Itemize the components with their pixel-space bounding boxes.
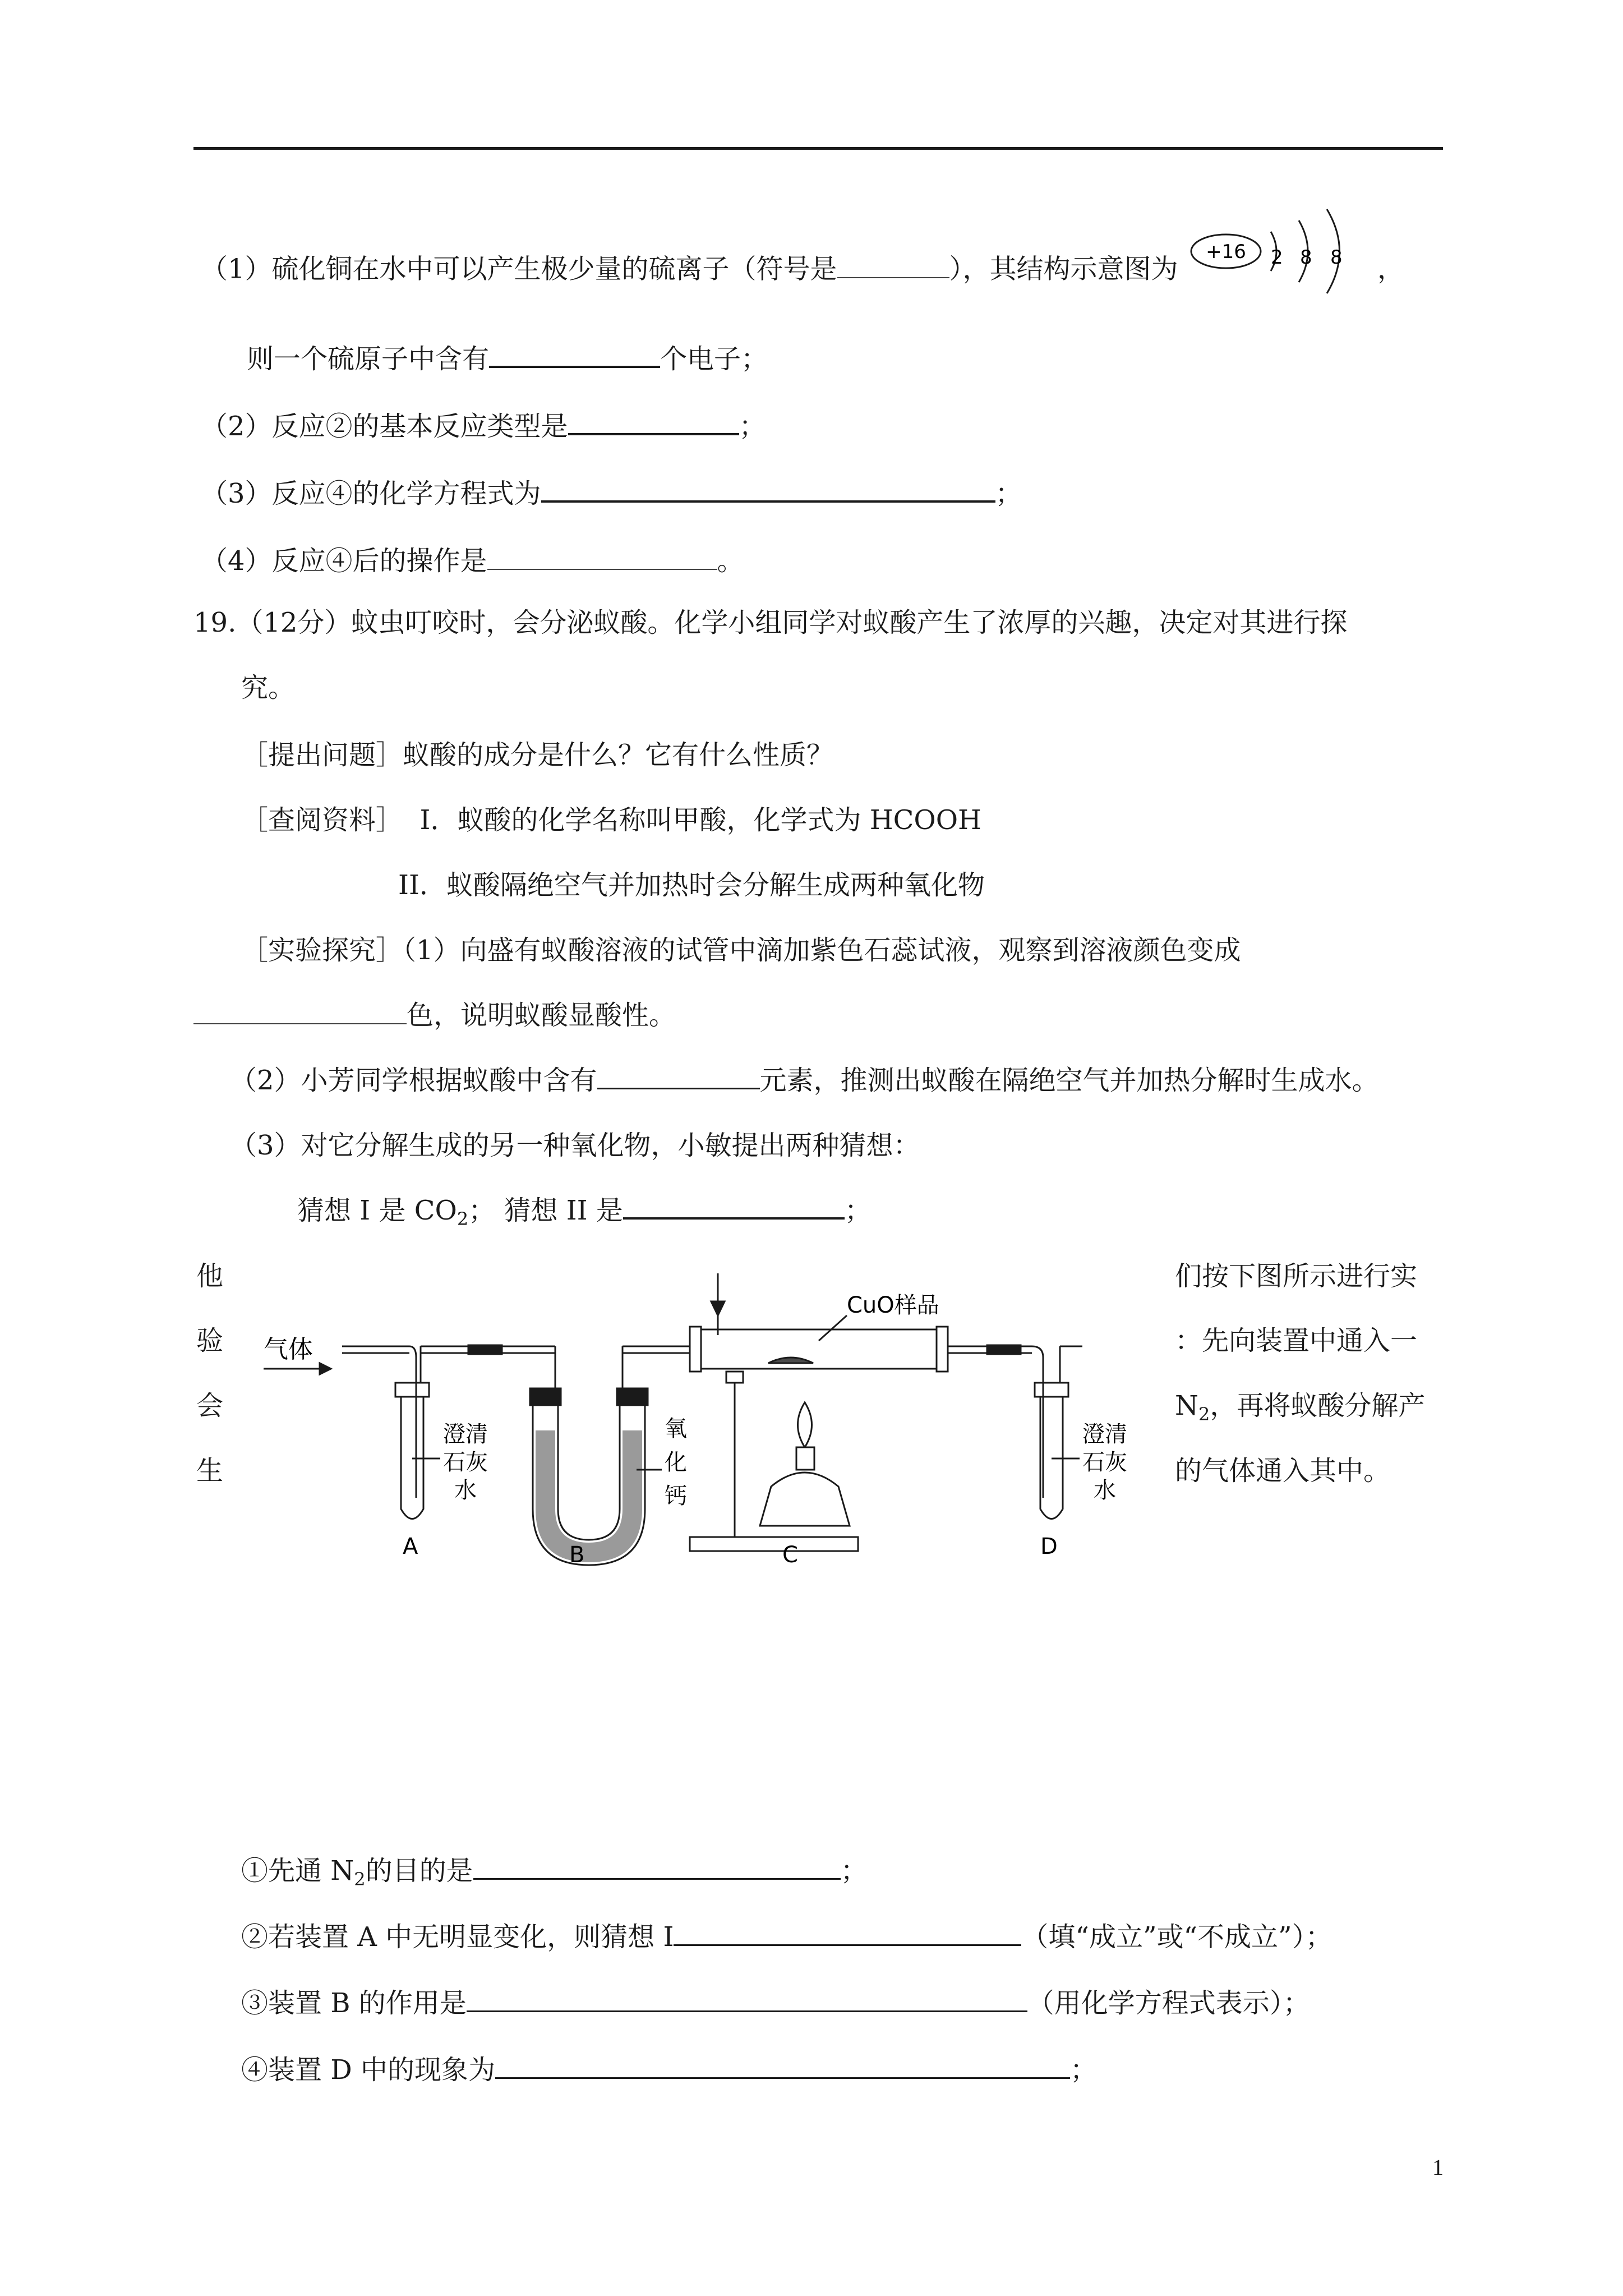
right-text-4: 的气体通入其中。 [1175,1455,1391,1487]
sub-question-2 [241,1920,1332,1954]
shell-electrons-2: 8 [1299,246,1312,269]
cao-label-1: 氧 [665,1416,687,1442]
limewater-label-D-3: 水 [1094,1478,1116,1503]
right-text-2: ：先向装置中通入一 [1175,1325,1418,1356]
test-tube-A [401,1391,423,1519]
cao-fill [536,1430,642,1562]
q-part1-line [201,240,1404,302]
q19-title: 19.（12分）蚊虫叮咬时，会分泌蚁酸。化学小组同学对蚁酸产生了浓厚的兴趣，决定对其进行探 [193,607,1348,638]
reference-tag: ［查阅资料］ [241,804,403,836]
cao-label-3: 钙 [665,1483,687,1509]
answer-blank-device-b[interactable] [467,1988,1027,2012]
limewater-label-A-1: 澄清 [443,1421,488,1447]
q-part2-line [201,409,766,443]
stand-base [690,1537,858,1551]
limewater-label-A-3: 水 [454,1478,477,1503]
sub4-post: ； [1070,2054,1098,2086]
q-part1-line2 [247,342,768,376]
reference-item-1: I．蚁酸的化学名称叫甲酸，化学式为 HCOOH [419,804,981,836]
answer-blank-guess-2[interactable] [623,1195,845,1220]
pipe-A-dip [409,1346,416,1498]
q-part1-l2-post: 个电子； [660,343,768,375]
q-part1-end: ， [1377,253,1404,285]
left-char-3: 会 [196,1390,224,1421]
q-part2-post: ； [739,411,766,442]
sub-question-4 [241,2053,1097,2087]
q19-title-cont: 究。 [241,672,296,703]
sub1-post: 的目的是 [365,1855,473,1887]
sub-question-1 [241,1854,868,1896]
sub2-text: ②若装置 A 中无明显变化，则猜想 I [241,1921,674,1953]
header-rule [193,147,1443,150]
stopper-B-right [617,1388,648,1405]
cuo-label: CuO样品 [847,1292,939,1318]
left-char-4: 生 [196,1455,224,1487]
shell-electrons-3: 8 [1330,246,1343,269]
q-part3-line [201,477,1022,510]
limewater-label-D-2: 石灰 [1082,1450,1127,1475]
cuo-sample [768,1358,813,1363]
right-text-3 [1175,1389,1425,1431]
cao-label-2: 化 [665,1450,687,1475]
sub3-text: ③装置 B 的作用是 [241,1987,467,2019]
sub3-post: （用化学方程式表示）； [1027,1987,1310,2019]
q-part4-text: （4）反应④后的操作是 [201,545,487,577]
q-part1-text-post: ），其结构示意图为 [949,253,1178,285]
limewater-label-D-1: 澄清 [1082,1421,1127,1447]
label-A: A [403,1534,418,1559]
q-part4-line [201,544,744,578]
experiment-2-text: （2）小芳同学根据蚁酸中含有 [230,1065,597,1096]
guess-2-text: ； 猜想 II 是 [468,1195,623,1226]
left-char-1: 他 [196,1260,224,1292]
rubber-joint-2 [987,1345,1021,1354]
sub-question-3 [241,1986,1310,2020]
limewater-label-A-2: 石灰 [443,1450,488,1475]
experiment-tag: ［实验探究］ [241,935,403,966]
experiment-1-post: 色，说明蚁酸显酸性。 [407,1000,676,1031]
answer-blank-equation[interactable] [541,478,995,503]
q19-reference-line1 [241,803,981,837]
stopper-D [1035,1383,1068,1397]
reference-item-2: II．蚁酸隔绝空气并加热时会分解生成两种氧化物 [398,869,985,901]
q-part3-post: ； [995,478,1022,509]
label-C: C [782,1542,798,1568]
stopper-A [395,1383,429,1397]
flame [798,1402,812,1447]
sub4-text: ④装置 D 中的现象为 [241,2054,496,2086]
answer-blank-reaction-type[interactable] [568,411,739,435]
q-part2-text: （2）反应②的基本反应类型是 [201,411,568,442]
lamp-wick-holder [796,1447,814,1470]
answer-blank-operation[interactable] [487,546,717,570]
label-B: B [569,1542,585,1568]
experiment-2-post: 元素，推测出蚁酸在隔绝空气并加热分解时生成水。 [759,1065,1379,1096]
experiment-1-text: （1）向盛有蚁酸溶液的试管中滴加紫色石蕊试液，观察到溶液颜色变成 [403,935,1241,966]
left-char-2: 验 [196,1325,224,1356]
right-text-3-n: N [1175,1390,1198,1421]
q19-experiment-line1 [241,933,1241,967]
sub2-post: （填“成立”或“不成立”）； [1021,1921,1332,1953]
sulfur-ion-structure-diagram [1187,201,1377,302]
shell-electrons-1: 2 [1270,246,1283,269]
alcohol-lamp [760,1473,850,1526]
guess-1-subscript: 2 [457,1208,469,1230]
gas-arrow-head [320,1363,331,1374]
right-text-1: 们按下图所示进行实 [1175,1260,1418,1292]
q19-experiment-line1b [193,999,676,1032]
q-part4-post: 。 [717,545,744,577]
question-text: 蚁酸的成分是什么？它有什么性质？ [403,739,834,771]
answer-blank-electron-count[interactable] [489,343,660,368]
answer-blank-n2-purpose[interactable] [473,1856,841,1880]
answer-blank-device-d[interactable] [495,2055,1070,2079]
question-tag: ［提出问题］ [241,739,403,771]
q19-question-line [241,738,833,772]
answer-blank-guess-result[interactable] [674,1922,1021,1946]
q-part3-text: （3）反应④的化学方程式为 [201,478,541,509]
answer-blank-color[interactable] [193,1001,407,1024]
q19-experiment-line3: （3）对它分解生成的另一种氧化物，小敏提出两种猜想： [230,1130,920,1161]
answer-blank-element[interactable] [597,1065,760,1089]
q19-experiment-line2 [230,1064,1379,1097]
apparatus-diagram [252,1262,1161,1576]
answer-blank-ion-symbol[interactable] [837,255,949,278]
right-text-3-sub: 2 [1198,1404,1210,1425]
q19-guess-line [297,1194,872,1236]
gas-label: 气体 [264,1335,313,1364]
q-part1-l2-text: 则一个硫原子中含有 [247,343,490,375]
guess-post: ； [844,1195,872,1226]
label-D: D [1040,1534,1058,1559]
page-number: 1 [1432,2155,1444,2180]
nucleus-charge: +16 [1205,241,1246,263]
guess-1-text: 猜想 I 是 CO [297,1195,457,1226]
right-text-3-post: ，再将蚁酸分解产 [1210,1390,1426,1421]
pipe-D-dip [1032,1346,1043,1498]
sub1-end: ； [840,1855,868,1887]
q-part1-text: （1）硫化铜在水中可以产生极少量的硫离子（符号是 [201,253,837,285]
rubber-joint-1 [468,1345,502,1354]
combustion-tube-C [695,1329,942,1369]
sub1-text: ①先通 N [241,1855,354,1887]
stopper-B-left [530,1388,561,1405]
sub1-subscript: 2 [354,1869,366,1890]
